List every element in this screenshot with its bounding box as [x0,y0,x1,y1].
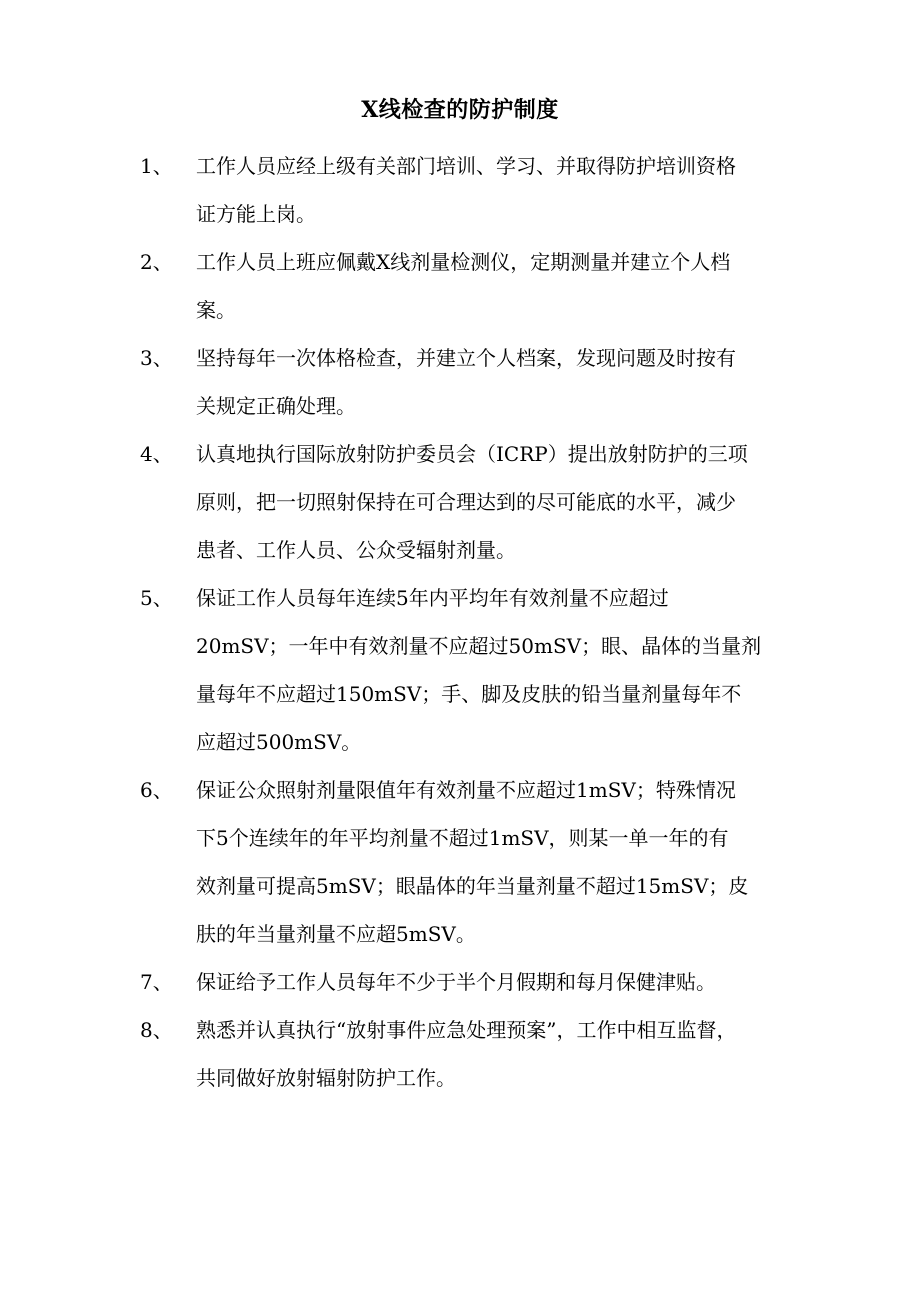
item-number: 2、 [140,250,173,274]
list-item [0,958,920,1006]
item-text: 保证给予工作人员每年不少于半个月假期和每月保健津贴。 [196,970,716,994]
list-item [0,334,920,430]
list-item [0,430,920,574]
item-number: 6、 [140,778,173,802]
item-text: 工作人员上班应佩戴X线剂量检测仪，定期测量并建立个人档 案。 [196,250,731,322]
item-text: 熟悉并认真执行“放射事件应急处理预案”，工作中相互监督， 共同做好放射辐射防护工作。 [196,1018,737,1090]
list-item [0,238,920,334]
item-number: 3、 [140,346,173,370]
item-text: 认真地执行国际放射防护委员会（ICRP）提出放射防护的三项 原则，把一切照射保持在可合理达到的尽可能底的水平，减少 患者、工作人员、公众受辐射剂量。 [196,442,748,562]
item-number: 4、 [140,442,173,466]
item-text: 保证工作人员每年连续5年内平均年有效剂量不应超过 20mSV；一年中有效剂量不应超过50mSV；眼、晶体的当量剂 量每年不应超过150mSV；手、脚及皮肤的铅当量剂量每年不 应超过500mSV。 [196,586,762,754]
list-item [0,1006,920,1102]
rules-list [0,142,920,1102]
item-number: 8、 [140,1018,173,1042]
item-text: 坚持每年一次体格检查，并建立个人档案，发现问题及时按有 关规定正确处理。 [196,346,736,418]
list-item [0,574,920,766]
list-item [0,142,920,238]
list-item [0,766,920,958]
item-number: 7、 [140,970,173,994]
document-title: X线检查的防护制度 [361,97,559,123]
item-text: 工作人员应经上级有关部门培训、学习、并取得防护培训资格 证方能上岗。 [196,154,736,226]
item-number: 1、 [140,154,173,178]
item-text: 保证公众照射剂量限值年有效剂量不应超过1mSV；特殊情况 下5个连续年的年平均剂量不超过1mSV，则某一单一年的有 效剂量可提高5mSV；眼晶体的年当量剂量不超过15mSV；皮 肤的年当量剂量不应超5mSV。 [196,778,749,946]
item-number: 5、 [140,586,173,610]
